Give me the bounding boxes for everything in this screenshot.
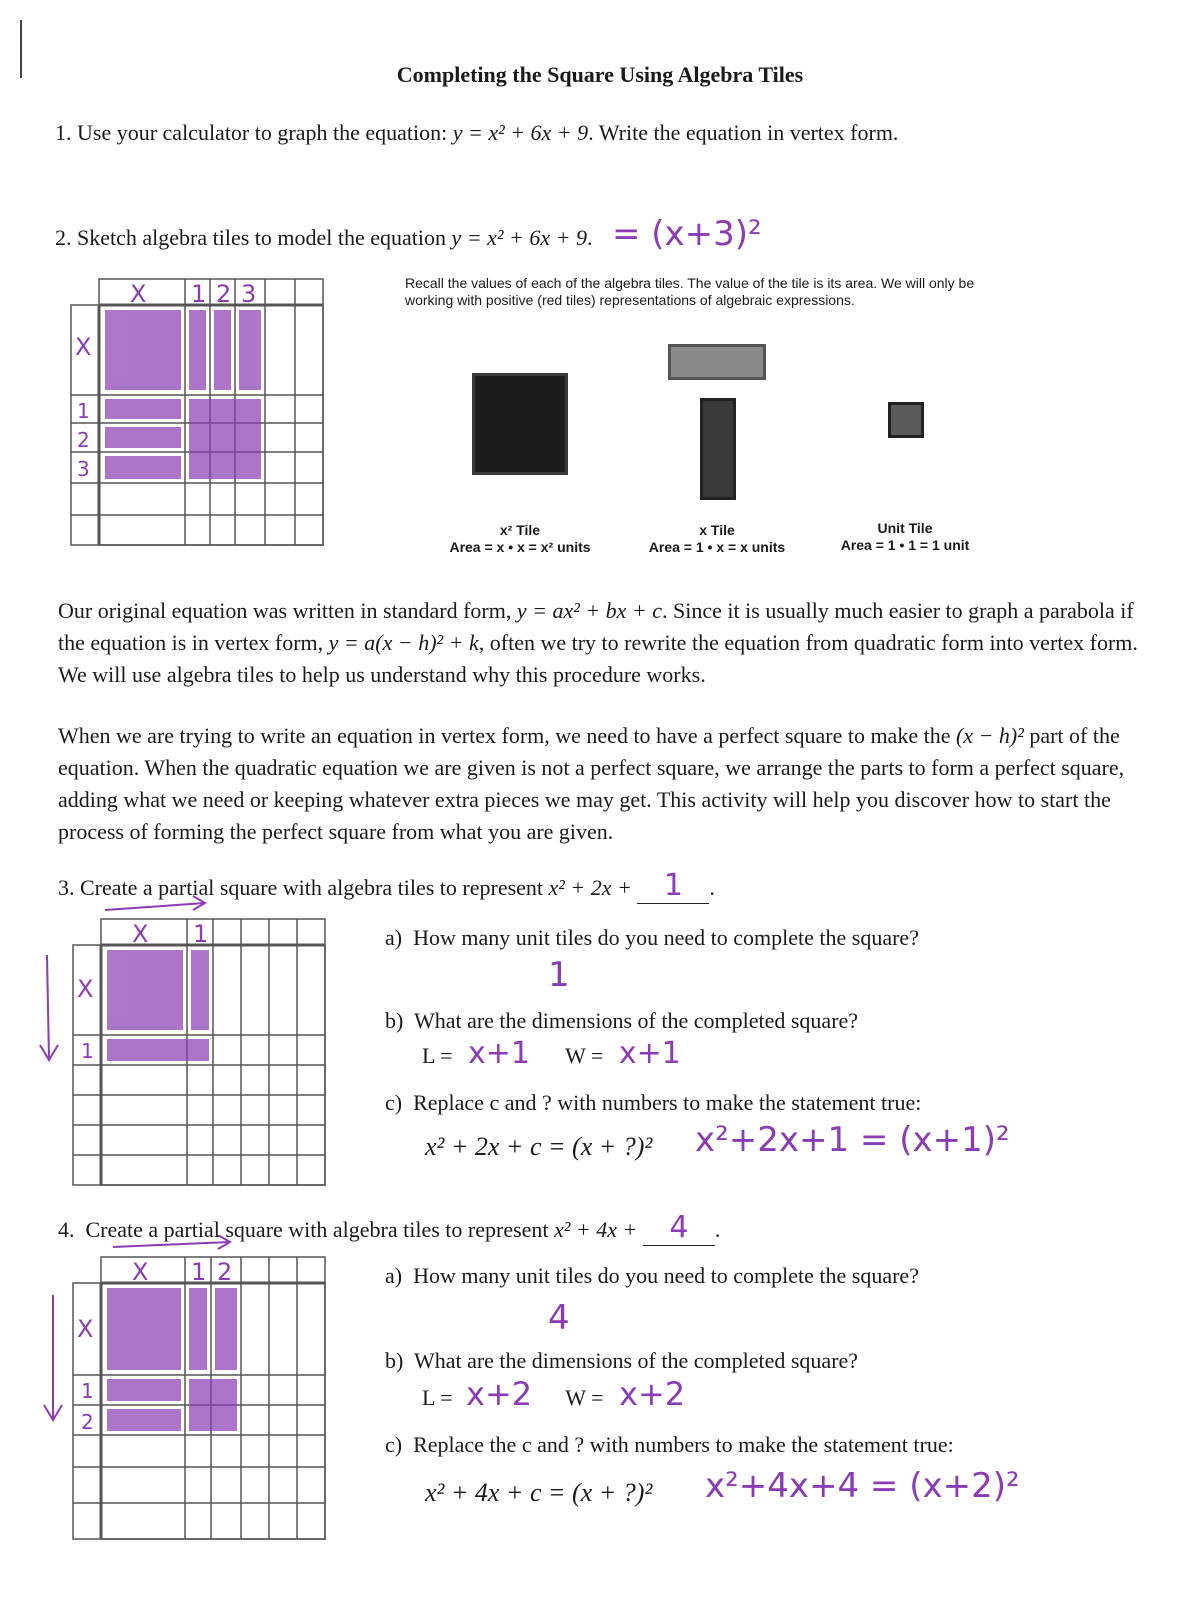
page-title: Completing the Square Using Algebra Tiles [396, 62, 804, 87]
x2-tile [472, 373, 568, 475]
grid-1-top-label: 3 [241, 280, 257, 308]
x-tile-shading [105, 456, 181, 479]
paragraph-perfect-square [58, 720, 1138, 848]
x-tile-shading [107, 1379, 181, 1401]
algebra-tile-grid-3 [35, 895, 335, 1195]
paragraph-2-text: part of the equation. When the quadratic equation we are given is not a perfect square, we arrange the parts to form a perfect square, adding what we need or keeping whatever extra pieces we may get. This activity will help you discover how to start the process of forming the perfect square from what you are given. [58, 723, 1125, 844]
question-4b-label: b) [385, 1348, 404, 1373]
shaded-tiles [107, 1288, 237, 1431]
question-4c [385, 1432, 954, 1458]
x2-tile-shading [107, 1288, 181, 1370]
x-tile-vertical [700, 398, 736, 500]
grid-3-side-label: X [77, 975, 94, 1003]
unit-tile-area: Area = 1 • 1 = 1 unit [840, 537, 970, 553]
unit-tile-caption [815, 520, 995, 554]
x2-tile-shading [107, 950, 183, 1030]
grid-1-top-label: 2 [216, 280, 232, 308]
paragraph-1-text: Our original equation was written in standard form, [58, 598, 512, 623]
standard-form-equation: y = ax² + bx + c [516, 598, 663, 623]
grid-3-top-label: X [132, 920, 149, 948]
unit-tile-name: Unit Tile [877, 520, 933, 536]
width-answer: x+2 [619, 1375, 686, 1413]
x-tile-shading [239, 310, 261, 390]
grid-1-side-label: 3 [77, 457, 90, 481]
question-3c-label: c) [385, 1090, 403, 1115]
question-3a-text: How many unit tiles do you need to complete the square? [413, 925, 919, 950]
right-arrow-line [113, 1242, 230, 1247]
algebra-tile-grid-4 [35, 1235, 335, 1545]
length-label: L = [422, 1385, 453, 1410]
question-4-text: Create a partial square with algebra tiles to represent [85, 1217, 549, 1242]
grid-4-top-label: 1 [191, 1258, 207, 1286]
question-4-expression: x² + 4x + [554, 1217, 638, 1242]
question-3c-expression: x² + 2x + c = (x + ?)² [425, 1132, 653, 1161]
paragraph-standard-form [58, 595, 1138, 691]
question-3-blank: 1 [637, 868, 709, 904]
question-4c-expression: x² + 4x + c = (x + ?)² [425, 1478, 653, 1507]
x-tile-shading [215, 1288, 237, 1370]
vertex-term: (x − h)² [955, 723, 1024, 748]
question-3b-label: b) [385, 1008, 404, 1033]
x-tile-name: x Tile [699, 522, 735, 538]
question-3-number: 3. [58, 875, 75, 900]
question-3a [385, 925, 919, 951]
unit-tiles-shading [189, 399, 261, 479]
grid-4-side-label: 1 [81, 1379, 94, 1403]
question-4b-text: What are the dimensions of the completed square? [413, 1348, 859, 1373]
question-4a-text: How many unit tiles do you need to complete the square? [413, 1263, 919, 1288]
question-4a [385, 1263, 919, 1289]
x-tile-shading [189, 310, 206, 390]
question-1-equation: y = x² + 6x + 9 [452, 120, 589, 145]
x-tile-horizontal [668, 344, 766, 380]
length-answer: x+1 [468, 1036, 531, 1071]
grid-1-top-label: 1 [191, 280, 207, 308]
question-1-number: 1. [55, 120, 72, 145]
question-2-text: Sketch algebra tiles to model the equation [77, 225, 447, 250]
paragraph-1-text: . Since it is usually much easier to graph a parabola if the equation is in vertex form, [58, 598, 1134, 655]
grid-4-side-label: X [77, 1315, 94, 1343]
x-tile-shading [107, 1409, 181, 1431]
grid-3-top-label: 1 [193, 920, 209, 948]
paragraph-1-text: , often we try to rewrite the equation from quadratic form into vertex form. We will use algebra tiles to help us understand why this procedure works. [58, 630, 1138, 687]
question-3c-answer: x²+2x+1 = (x+1)² [695, 1120, 1010, 1160]
shaded-tiles [107, 950, 209, 1061]
question-3a-answer: 1 [548, 955, 570, 995]
question-3-expression: x² + 2x + [548, 875, 632, 900]
question-2-text-after: . [586, 225, 593, 250]
recall-text: Recall the values of each of the algebra tiles. The value of the tile is its area. We will only be working with positive (red tiles) representations of algebraic expressions. [405, 275, 975, 308]
paragraph-2-text: When we are trying to write an equation in vertex form, we need to have a perfect square to make the [58, 723, 951, 748]
question-3b-dimensions [422, 1036, 681, 1071]
question-2-number: 2. [55, 225, 72, 250]
unit-tile [888, 402, 924, 438]
question-3c-text: Replace c and ? with numbers to make the statement true: [413, 1090, 922, 1115]
question-1-text: Use your calculator to graph the equation: [77, 120, 448, 145]
width-answer: x+1 [618, 1036, 681, 1071]
question-4: 4. Create a partial square with algebra tiles to represent x² + 4x + 4 . [58, 1210, 721, 1245]
question-4-blank: 4 [643, 1210, 715, 1246]
x-tile-shading [105, 399, 181, 419]
question-3c [385, 1090, 921, 1116]
x-tile-area: Area = 1 • x = x units [648, 539, 786, 555]
right-arrow-line [105, 903, 205, 910]
question-3b [385, 1008, 858, 1034]
question-4-number: 4. [58, 1217, 75, 1242]
question-3b-text: What are the dimensions of the completed square? [413, 1008, 859, 1033]
width-label: W = [565, 1385, 604, 1410]
grid-1-side-label: X [75, 333, 92, 361]
length-label: L = [422, 1043, 453, 1068]
grid-1-top-label: X [130, 280, 147, 308]
vertex-form-equation: y = a(x − h)² + k [328, 630, 479, 655]
question-1-text-after: . Write the equation in vertex form. [588, 120, 899, 145]
algebra-tile-grid-1 [65, 275, 327, 550]
x2-tile-name: x² Tile [499, 522, 541, 538]
x-tile-shading [191, 950, 209, 1030]
question-4b [385, 1348, 858, 1374]
question-4c-answer: x²+4x+4 = (x+2)² [705, 1466, 1020, 1506]
length-answer: x+2 [466, 1375, 533, 1413]
x-tile-shading [214, 310, 231, 390]
question-4a-answer: 4 [548, 1298, 570, 1338]
question-2-equation: y = x² + 6x + 9 [451, 225, 587, 250]
x-tile-caption [627, 522, 807, 556]
question-4a-label: a) [385, 1263, 403, 1288]
question-3: 3. Create a partial square with algebra tiles to represent x² + 2x + 1 . [58, 868, 715, 903]
grid-3-side-label: 1 [81, 1039, 94, 1063]
grid-4-top-label: X [132, 1258, 149, 1286]
question-1 [55, 120, 898, 146]
grid-4-top-label: 2 [217, 1258, 233, 1286]
question-4b-dimensions [422, 1375, 685, 1413]
question-3-text: Create a partial square with algebra tiles to represent [80, 875, 544, 900]
x-tile-shading [105, 427, 181, 448]
x2-tile-area: Area = x • x = x² units [449, 539, 591, 555]
question-2-answer: = (x+3)² [611, 214, 762, 254]
x-tile-shading [107, 1039, 209, 1061]
grid-1-side-label: 2 [77, 428, 90, 452]
x-tile-shading [189, 1288, 207, 1370]
question-3a-label: a) [385, 925, 403, 950]
grid-4-side-label: 2 [81, 1410, 94, 1434]
x2-tile-shading [105, 310, 181, 390]
width-label: W = [565, 1043, 604, 1068]
unit-tiles-shading [189, 1379, 237, 1431]
down-arrow-line [47, 955, 49, 1060]
question-2 [55, 214, 762, 254]
question-4c-label: c) [385, 1432, 403, 1457]
question-4c-text: Replace the c and ? with numbers to make the statement true: [413, 1432, 954, 1457]
grid-1-side-label: 1 [77, 399, 90, 423]
x2-tile-caption [430, 522, 610, 556]
